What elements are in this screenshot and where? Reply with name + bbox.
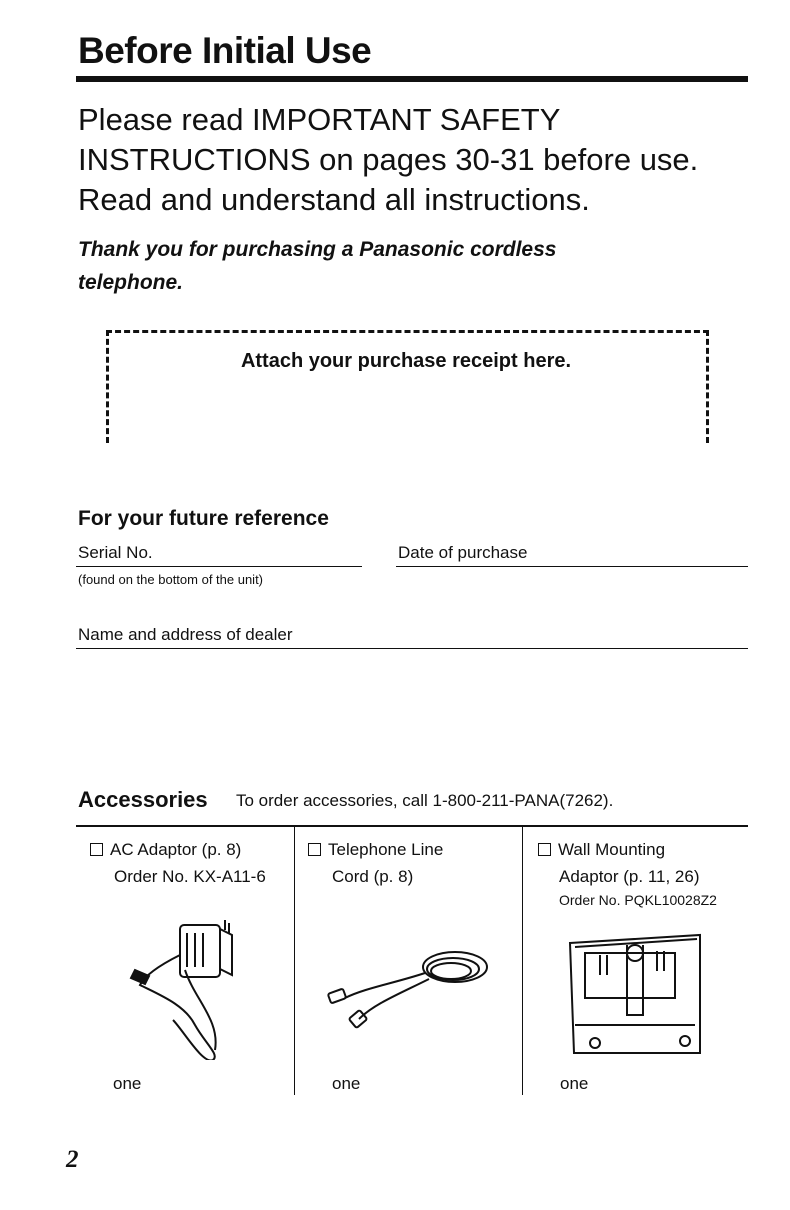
accessories-note: To order accessories, call 1-800-211-PANA(7262). (236, 791, 614, 810)
intro-line-3: Read and understand all instructions. (78, 182, 590, 217)
dealer-line (76, 648, 748, 649)
checkbox-icon (308, 843, 321, 856)
dealer-label: Name and address of dealer (78, 625, 293, 644)
column-divider (522, 827, 523, 1095)
receipt-area (106, 330, 709, 443)
serial-note: (found on the bottom of the unit) (78, 572, 264, 587)
accessory-order-number: Order No. PQKL10028Z2 (559, 892, 717, 908)
serial-line (76, 566, 362, 567)
accessory-item-telephone-cord (308, 836, 443, 890)
thanks-line-1: Thank you for purchasing a Panasonic cordless (78, 238, 557, 261)
accessory-order: Cord (p. 8) (332, 867, 414, 886)
accessory-qty: one (560, 1074, 589, 1093)
accessory-name: Wall Mounting (538, 836, 717, 863)
telephone-cord-icon (325, 945, 490, 1035)
title-rule (76, 76, 748, 82)
ac-adaptor-icon (125, 915, 245, 1060)
serial-label: Serial No. (78, 543, 153, 562)
accessory-name: AC Adaptor (p. 8) (90, 836, 266, 863)
accessories-rule (76, 825, 748, 827)
intro-line-2: INSTRUCTIONS on pages 30-31 before use. (78, 142, 699, 177)
receipt-label: Attach your purchase receipt here. (240, 350, 572, 372)
date-line (396, 566, 748, 567)
reference-title: For your future reference (78, 507, 329, 530)
accessory-item-ac-adaptor (90, 836, 266, 890)
wall-mount-icon (565, 925, 710, 1060)
accessory-item-wall-mount (538, 836, 717, 910)
accessory-qty: one (113, 1074, 142, 1093)
accessory-order: Order No. KX-A11-6 (114, 867, 266, 886)
accessory-order: Adaptor (p. 11, 26) (559, 867, 700, 886)
thanks-line-2: telephone. (78, 271, 184, 294)
page-title: Before Initial Use (78, 30, 372, 71)
accessory-name: Telephone Line (308, 836, 443, 863)
date-label: Date of purchase (398, 543, 528, 562)
intro-line-1: Please read IMPORTANT SAFETY (78, 102, 561, 137)
accessories-title: Accessories (78, 787, 208, 812)
accessory-qty: one (332, 1074, 361, 1093)
checkbox-icon (538, 843, 551, 856)
page-number: 2 (66, 1146, 79, 1173)
thanks-text (78, 233, 698, 299)
checkbox-icon (90, 843, 103, 856)
column-divider (294, 827, 295, 1095)
safety-intro (78, 100, 758, 220)
